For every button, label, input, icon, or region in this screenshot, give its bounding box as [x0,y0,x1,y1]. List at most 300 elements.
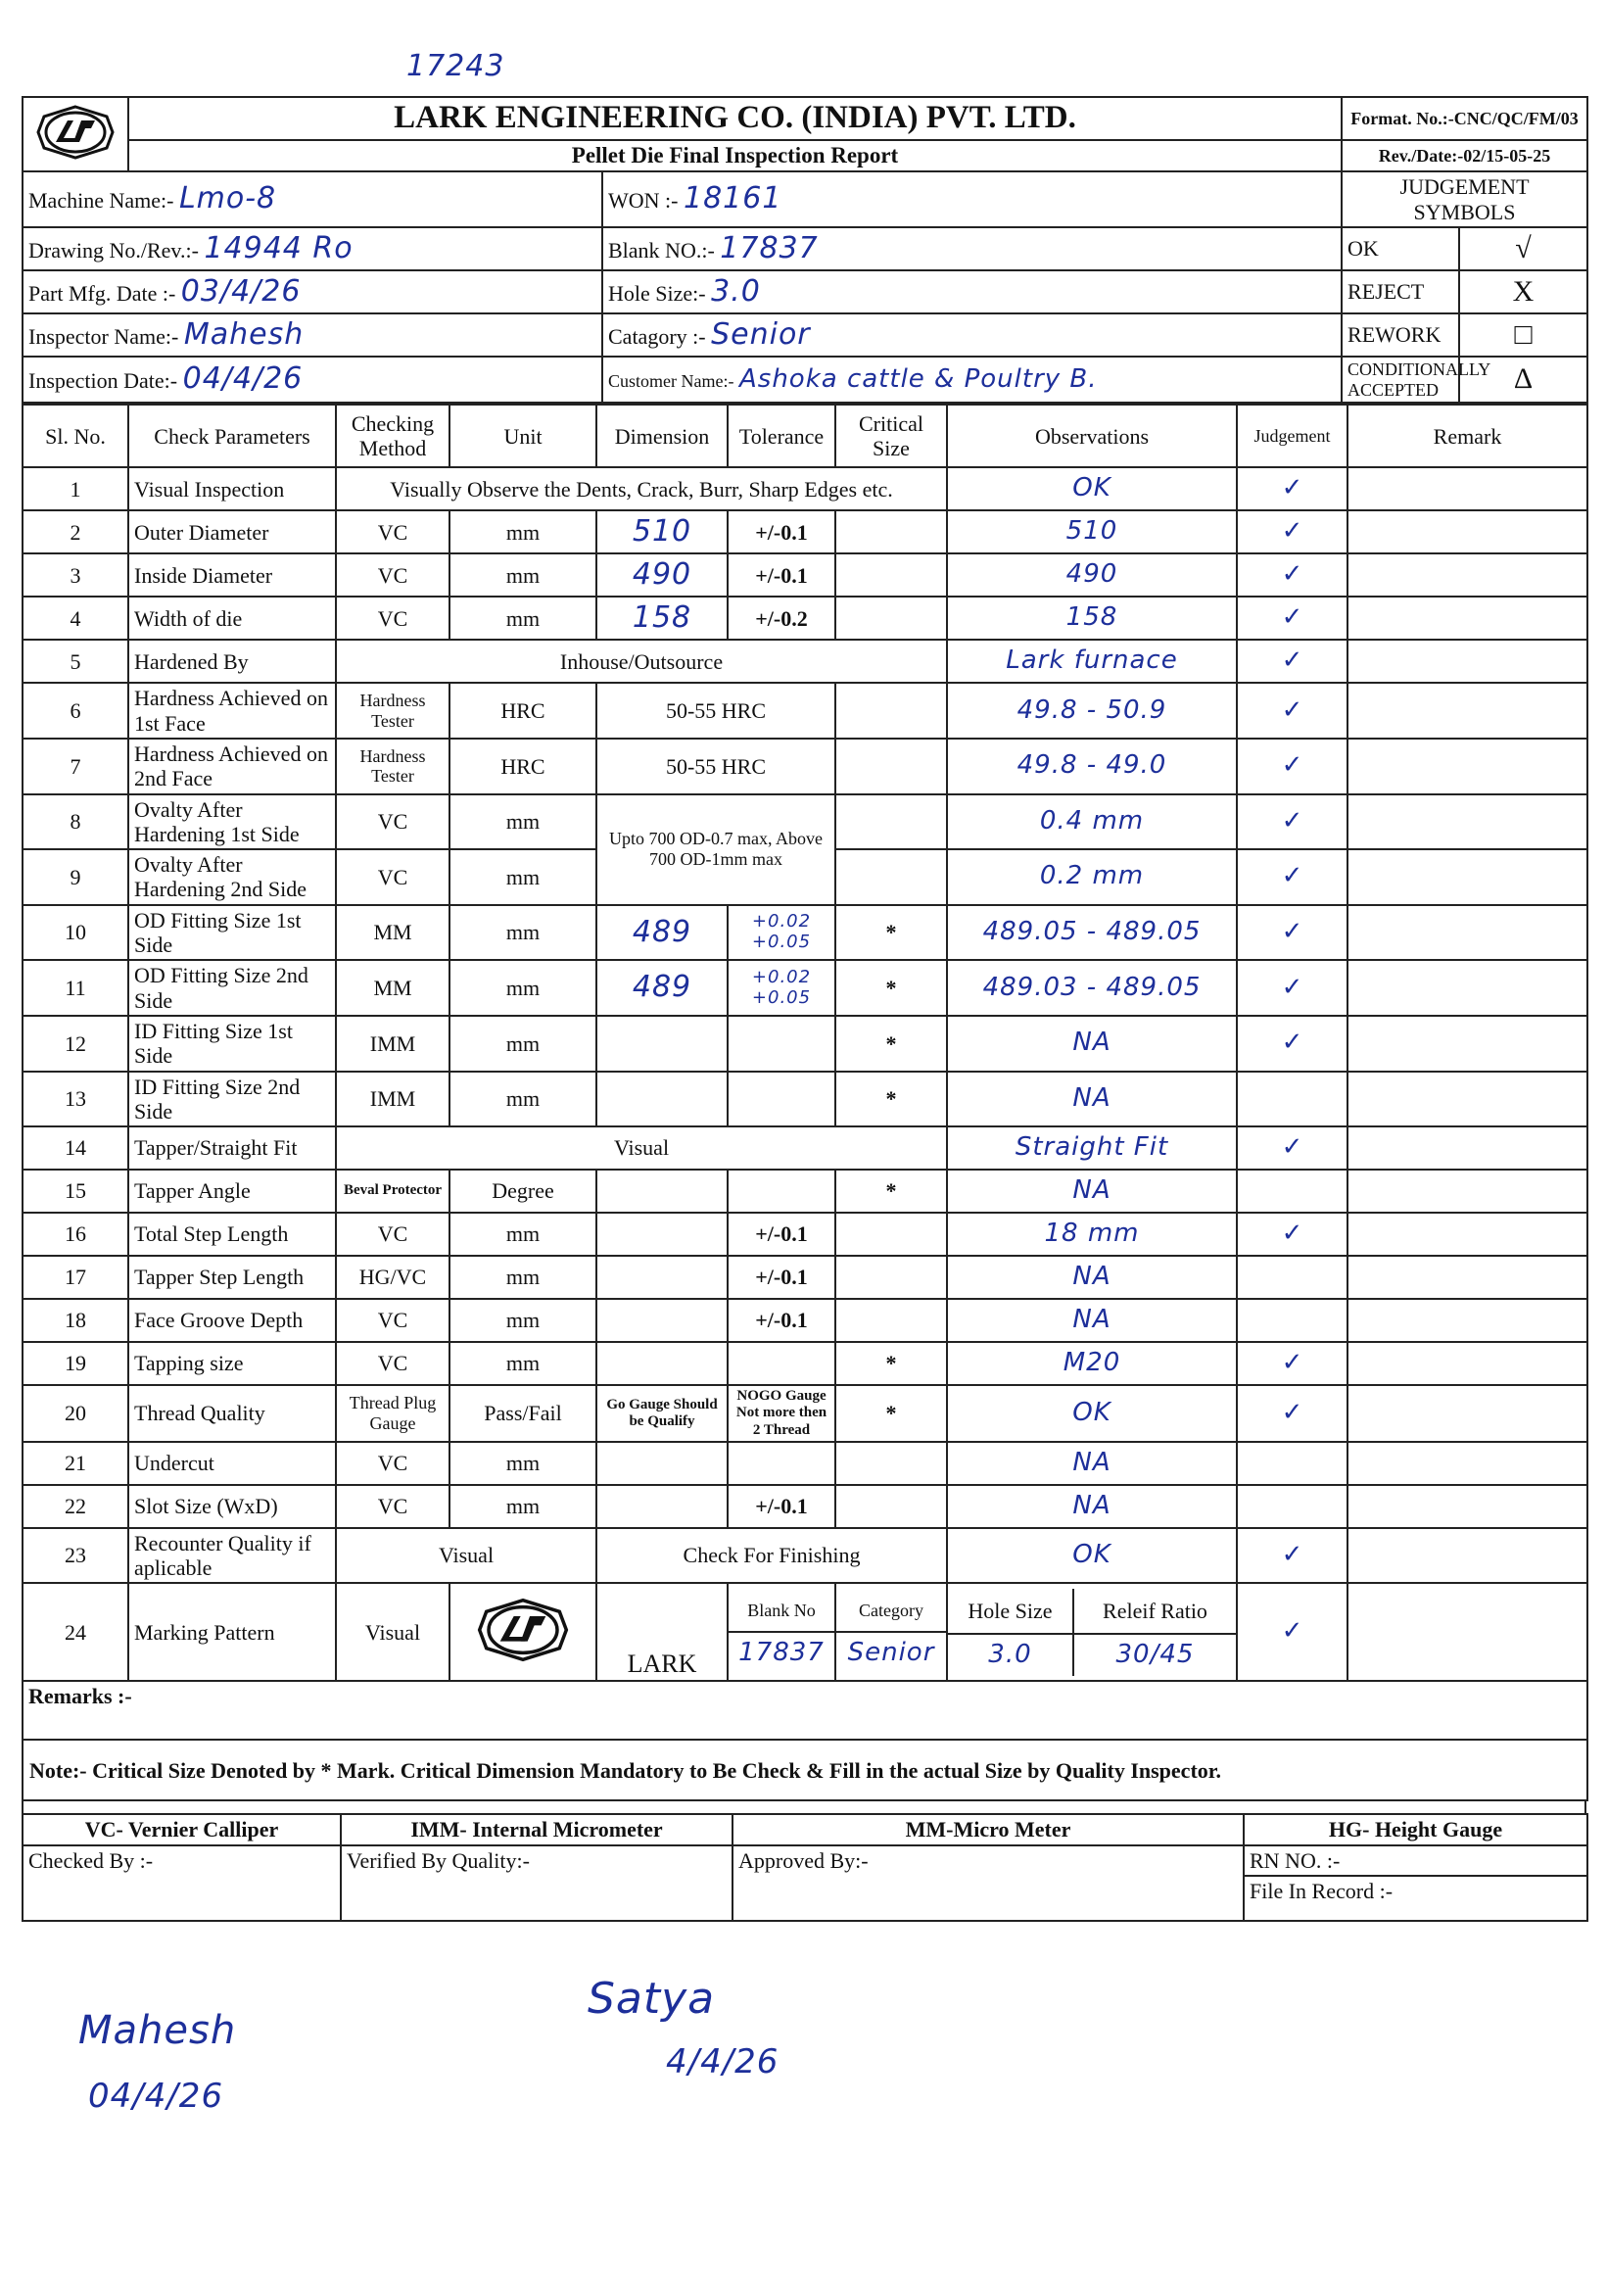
row-critical-size [835,1299,947,1342]
row-remark [1347,1583,1587,1681]
row-dimension [596,1342,728,1385]
row-tolerance: +/-0.1 [728,1299,835,1342]
row-parameter: Ovalty After Hardening 2nd Side [128,849,336,905]
row-parameter: Face Groove Depth [128,1299,336,1342]
row-span-text: Inhouse/Outsource [336,640,947,683]
lark-logo-icon [34,103,117,162]
row-dimension-tolerance: 50-55 HRC [596,739,835,794]
row-observation: OK [947,467,1237,510]
row-number: 6 [23,683,128,739]
row-parameter: Marking Pattern [128,1583,336,1681]
row-judgement: ✓ [1237,467,1347,510]
row-number: 24 [23,1583,128,1681]
row-parameter: ID Fitting Size 1st Side [128,1016,336,1072]
row-judgement: ✓ [1237,1213,1347,1256]
row-observation: 0.2 mm [947,849,1237,905]
row-judgement: ✓ [1237,1528,1347,1584]
row-observation: OK [947,1528,1237,1584]
row-critical-size [835,849,947,905]
header-table [22,96,1588,404]
row-parameter: Hardened By [128,640,336,683]
row-unit: mm [449,1016,596,1072]
verified-by-date: 4/4/26 [666,2042,780,2081]
row-method: VC [336,597,449,640]
row-parameter: Visual Inspection [128,467,336,510]
row-number: 18 [23,1299,128,1342]
row-remark [1347,1442,1587,1485]
col-unit: Unit [449,405,596,467]
row-observation: 49.8 - 49.0 [947,739,1237,794]
row-dimension: Go Gauge Should be Qualify [596,1385,728,1442]
marking-category-value: Senior [847,1637,935,1667]
lark-logo-icon [474,1596,572,1664]
row-unit: mm [449,1485,596,1528]
marking-hole-value: 3.0 [948,1635,1074,1676]
row-unit: Pass/Fail [449,1385,596,1442]
row-remark [1347,905,1587,961]
row-span-text: Visual [336,1126,947,1170]
row-observation: Lark furnace [947,640,1237,683]
row-parameter: Outer Diameter [128,510,336,553]
row-critical-size: * [835,1072,947,1127]
row-parameter: Hardness Achieved on 1st Face [128,683,336,739]
row-method: VC [336,1213,449,1256]
row-judgement: ✓ [1237,905,1347,961]
customer-name-value: Ashoka cattle & Poultry B. [738,363,1098,394]
row-judgement: ✓ [1237,683,1347,739]
row-number: 10 [23,905,128,961]
row-unit: mm [449,849,596,905]
row-tolerance: +/-0.1 [728,510,835,553]
verified-by-signature: Satya [588,1974,716,2024]
row-remark [1347,467,1587,510]
row-judgement: ✓ [1237,597,1347,640]
row-parameter: Tapping size [128,1342,336,1385]
marking-blank-value: 17837 [738,1637,825,1667]
table-row [23,640,1587,683]
row-dimension-tolerance: 50-55 HRC [596,683,835,739]
row-parameter: Thread Quality [128,1385,336,1442]
row-parameter: OD Fitting Size 1st Side [128,905,336,961]
legend-imm: IMM- Internal Micrometer [341,1814,733,1844]
row-number: 14 [23,1126,128,1170]
row-dimension [596,1299,728,1342]
inspector-name-value: Mahesh [183,316,305,352]
table-row [23,1170,1587,1213]
customer-name-field: Customer Name:- Ashoka cattle & Poultry B. [602,357,1342,403]
row-observation: NA [947,1299,1237,1342]
row-method: IMM [336,1016,449,1072]
row-critical-size [835,1442,947,1485]
table-row [23,1485,1587,1528]
row-number: 2 [23,510,128,553]
table-row [23,1528,1587,1584]
row-unit: mm [449,1442,596,1485]
col-tolerance: Tolerance [728,405,835,467]
row-remark [1347,739,1587,794]
row-parameter: Width of die [128,597,336,640]
table-row [23,510,1587,553]
row-observation: OK [947,1385,1237,1442]
table-row [23,553,1587,597]
row-method: HG/VC [336,1256,449,1299]
row-number: 7 [23,739,128,794]
row-dimension [596,1485,728,1528]
row-remark [1347,553,1587,597]
row-remark [1347,1485,1587,1528]
row-method: VC [336,1485,449,1528]
row-judgement [1237,1256,1347,1299]
row-method: IMM [336,1072,449,1127]
row-observation: 490 [947,553,1237,597]
table-row [23,1016,1587,1072]
table-row [23,597,1587,640]
row-judgement: ✓ [1237,640,1347,683]
machine-name-field: Machine Name:- Lmo-8 [23,171,602,227]
row-parameter: OD Fitting Size 2nd Side [128,960,336,1016]
legend-hg: HG- Height Gauge [1244,1814,1587,1844]
row-judgement [1237,1442,1347,1485]
row-critical-size [835,510,947,553]
inspector-name-field: Inspector Name:- Mahesh [23,313,602,357]
row-unit: mm [449,510,596,553]
row-critical-size [835,739,947,794]
row-judgement: ✓ [1237,739,1347,794]
row-parameter: Undercut [128,1442,336,1485]
row-remark [1347,1385,1587,1442]
row-number: 12 [23,1016,128,1072]
judgement-reject-label: REJECT [1342,270,1459,313]
row-judgement: ✓ [1237,553,1347,597]
blank-no-value: 17837 [720,230,819,265]
row-critical-size [835,1485,947,1528]
row-number: 15 [23,1170,128,1213]
col-observations: Observations [947,405,1237,467]
row-judgement: ✓ [1237,1583,1347,1681]
row-method: VC [336,553,449,597]
row-observation: NA [947,1442,1237,1485]
row-remark [1347,1072,1587,1127]
col-checking-method: Checking Method [336,405,449,467]
row-parameter: Slot Size (WxD) [128,1485,336,1528]
row-method: Hardness Tester [336,739,449,794]
format-number: Format. No.:-CNC/QC/FM/03 [1342,97,1587,140]
row-parameter: Inside Diameter [128,553,336,597]
row-remark [1347,1342,1587,1385]
row-observation: Straight Fit [947,1126,1237,1170]
row-dimension [596,1442,728,1485]
row-remark [1347,794,1587,850]
col-judgement: Judgement [1237,405,1347,467]
row-tolerance [728,1170,835,1213]
row-parameter: Recounter Quality if aplicable [128,1528,336,1584]
row-judgement: ✓ [1237,960,1347,1016]
row-parameter: Hardness Achieved on 2nd Face [128,739,336,794]
row-number: 22 [23,1485,128,1528]
row-observation: 49.8 - 50.9 [947,683,1237,739]
row-parameter: Tapper Angle [128,1170,336,1213]
row-number: 4 [23,597,128,640]
row-critical-size [835,553,947,597]
row-unit: mm [449,794,596,850]
row-critical-size: * [835,1016,947,1072]
row-unit: mm [449,597,596,640]
marking-ratio-value: 30/45 [1115,1640,1195,1670]
row-judgement [1237,1485,1347,1528]
row-observation: NA [947,1170,1237,1213]
judgement-rework-label: REWORK [1342,313,1459,357]
row-remark [1347,1126,1587,1170]
col-critical-size: Critical Size [835,405,947,467]
blank-no-field: Blank NO.:- 17837 [602,227,1342,270]
inspection-date-field: Inspection Date:- 04/4/26 [23,357,602,403]
hole-size-field: Hole Size:- 3.0 [602,270,1342,313]
row-remark [1347,640,1587,683]
row-judgement [1237,1170,1347,1213]
marking-category: Category Senior [835,1583,947,1681]
row-dimension [596,1016,728,1072]
table-row [23,1126,1587,1170]
row-observation: NA [947,1016,1237,1072]
row-method: VC [336,510,449,553]
table-row [23,683,1587,739]
row-remark [1347,1299,1587,1342]
row-method: VC [336,1299,449,1342]
rework-symbol: □ [1459,313,1587,357]
row-critical-size: * [835,1170,947,1213]
row-unit: mm [449,1072,596,1127]
row-parameter: Total Step Length [128,1213,336,1256]
row-span-dimension: Check For Finishing [596,1528,947,1584]
row-number: 19 [23,1342,128,1385]
row-method: MM [336,905,449,961]
row-method: Visual [336,1583,449,1681]
critical-size-note: Note:- Critical Size Denoted by * Mark. Critical Dimension Mandatory to Be Check & Fill in the actual Size by Quality Inspector. [23,1740,1587,1800]
col-remark: Remark [1347,405,1587,467]
drawing-no-value: 14944 Ro [204,230,354,265]
row-unit: Degree [449,1170,596,1213]
row-tolerance: +/-0.1 [728,553,835,597]
row-observation: 510 [947,510,1237,553]
row-unit: mm [449,1256,596,1299]
row-remark [1347,1528,1587,1584]
row-unit: mm [449,960,596,1016]
row-method: Thread Plug Gauge [336,1385,449,1442]
judgement-conditional-label: CONDITIONALLY ACCEPTED [1342,357,1459,403]
row-tolerance: +/-0.1 [728,1213,835,1256]
row-number: 23 [23,1528,128,1584]
row-unit: HRC [449,683,596,739]
row-critical-size [835,1213,947,1256]
row-critical-size [835,794,947,850]
rn-number-field: RN NO. :- [1244,1845,1587,1876]
row-unit: mm [449,1299,596,1342]
row-critical-size: * [835,1342,947,1385]
row-tolerance: +/-0.1 [728,1256,835,1299]
row-dimension: 158 [596,597,728,640]
ovalty-spec: Upto 700 OD-0.7 max, Above 700 OD-1mm max [596,794,835,905]
row-observation: M20 [947,1342,1237,1385]
col-check-parameters: Check Parameters [128,405,336,467]
row-judgement: ✓ [1237,1342,1347,1385]
col-dimension: Dimension [596,405,728,467]
col-sl-no: Sl. No. [23,405,128,467]
row-dimension [596,1170,728,1213]
won-field: WON :- 18161 [602,171,1342,227]
row-critical-size [835,597,947,640]
table-row [23,794,1587,850]
row-critical-size [835,1256,947,1299]
row-judgement: ✓ [1237,849,1347,905]
row-remark [1347,597,1587,640]
row-dimension [596,1072,728,1127]
table-row [23,1342,1587,1385]
table-row [23,1385,1587,1442]
row-remark [1347,849,1587,905]
table-row [23,467,1587,510]
table-row [23,905,1587,961]
row-judgement [1237,1072,1347,1127]
row-number: 16 [23,1213,128,1256]
row-parameter: Tapper/Straight Fit [128,1126,336,1170]
verified-by-field: Verified By Quality:- [341,1845,733,1921]
judgement-ok-label: OK [1342,227,1459,270]
checked-by-field: Checked By :- [23,1845,341,1921]
row-observation: 489.05 - 489.05 [947,905,1237,961]
row-tolerance: +/-0.1 [728,1485,835,1528]
row-method: VC [336,849,449,905]
legend-mm: MM-Micro Meter [733,1814,1244,1844]
part-mfg-date-value: 03/4/26 [180,273,302,309]
table-row [23,960,1587,1016]
row-number: 20 [23,1385,128,1442]
judgement-symbols-title: JUDGEMENT SYMBOLS [1342,171,1587,227]
row-dimension [596,1213,728,1256]
row-method: VC [336,1442,449,1485]
table-row [23,1072,1587,1127]
row-judgement: ✓ [1237,794,1347,850]
row-remark [1347,1213,1587,1256]
row-judgement: ✓ [1237,1385,1347,1442]
row-remark [1347,1256,1587,1299]
row-dimension: 489 [596,960,728,1016]
table-row [23,1299,1587,1342]
row-parameter: Ovalty After Hardening 1st Side [128,794,336,850]
row-remark [1347,960,1587,1016]
remarks-field: Remarks :- [23,1681,1587,1740]
row-number: 5 [23,640,128,683]
conditional-symbol: Δ [1459,357,1587,403]
reject-symbol: X [1459,270,1587,313]
footer-table [22,1813,1588,1922]
row-observation: 158 [947,597,1237,640]
row-critical-size: * [835,1385,947,1442]
company-logo [23,97,128,171]
row-dimension: 489 [596,905,728,961]
row-remark [1347,1170,1587,1213]
marking-lark-text: LARK [596,1583,728,1681]
row-parameter: Tapper Step Length [128,1256,336,1299]
row-number: 13 [23,1072,128,1127]
row-span-method: Visual [336,1528,596,1584]
row-critical-size: * [835,905,947,961]
row-tolerance [728,1342,835,1385]
row-number: 17 [23,1256,128,1299]
row-judgement: ✓ [1237,510,1347,553]
row-method: Beval Protector [336,1170,449,1213]
row-tolerance: +0.02 +0.05 [728,905,835,961]
row-observation: 489.03 - 489.05 [947,960,1237,1016]
table-row [23,1256,1587,1299]
approved-by-field: Approved By:- [733,1845,1244,1921]
row-remark [1347,1016,1587,1072]
row-judgement [1237,1299,1347,1342]
row-observation: NA [947,1072,1237,1127]
row-unit: mm [449,1213,596,1256]
table-row [23,1583,1587,1681]
marking-hole-ratio: Hole Size Releif Ratio 3.0 30/45 [947,1583,1237,1681]
row-judgement: ✓ [1237,1016,1347,1072]
row-number: 9 [23,849,128,905]
row-tolerance [728,1072,835,1127]
row-dimension: 510 [596,510,728,553]
row-number: 1 [23,467,128,510]
row-method: VC [336,1342,449,1385]
row-number: 21 [23,1442,128,1485]
document-number: 17243 [406,49,505,83]
row-tolerance: NOGO Gauge Not more then 2 Thread [728,1385,835,1442]
inspection-table [22,404,1588,1801]
table-row [23,1213,1587,1256]
row-tolerance [728,1016,835,1072]
machine-name-value: Lmo-8 [178,181,277,216]
checked-by-signature: Mahesh [78,2008,237,2053]
row-tolerance: +0.02 +0.05 [728,960,835,1016]
company-name: LARK ENGINEERING CO. (INDIA) PVT. LTD. [128,97,1342,140]
category-value: Senior [711,316,811,352]
row-dimension: 490 [596,553,728,597]
row-tolerance: +/-0.2 [728,597,835,640]
row-tolerance [728,1442,835,1485]
row-judgement: ✓ [1237,1126,1347,1170]
row-unit: mm [449,553,596,597]
legend-vc: VC- Vernier Calliper [23,1814,341,1844]
row-number: 8 [23,794,128,850]
row-unit: mm [449,905,596,961]
part-mfg-date-field: Part Mfg. Date :- 03/4/26 [23,270,602,313]
file-in-record-field: File In Record :- [1244,1876,1587,1921]
marking-blank: Blank No 17837 [728,1583,835,1681]
row-observation: 18 mm [947,1213,1237,1256]
row-dimension [596,1256,728,1299]
row-critical-size [835,683,947,739]
table-row [23,1442,1587,1485]
row-method: VC [336,794,449,850]
row-method: Hardness Tester [336,683,449,739]
row-unit: HRC [449,739,596,794]
row-observation: NA [947,1256,1237,1299]
ok-symbol: √ [1459,227,1587,270]
row-observation: 0.4 mm [947,794,1237,850]
row-remark [1347,510,1587,553]
report-title: Pellet Die Final Inspection Report [128,140,1342,171]
checked-by-date: 04/4/26 [88,2077,224,2116]
category-field: Catagory :- Senior [602,313,1342,357]
row-number: 11 [23,960,128,1016]
row-span-text: Visually Observe the Dents, Crack, Burr, Sharp Edges etc. [336,467,947,510]
row-critical-size: * [835,960,947,1016]
row-observation: NA [947,1485,1237,1528]
